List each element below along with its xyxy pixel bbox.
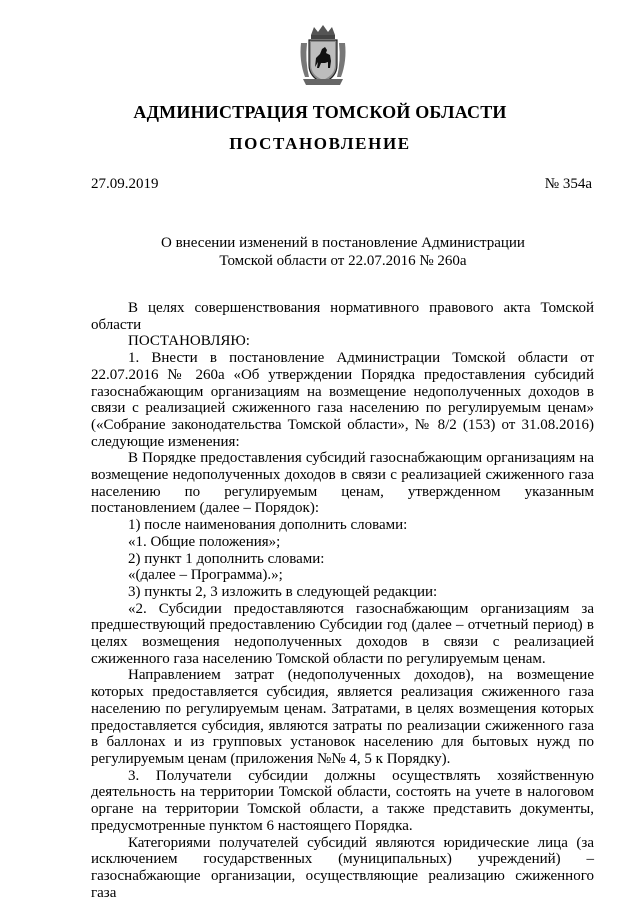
paragraph: Направлением затрат (недополученных доходов), на возмещение которых предоставляется субсидия, является реализация сжиженного газа населению по регулируемым ценам. Затратами, в целях возмещения которых предоставляется субсидия, являются затраты по реализации сжиженного газа в баллонах и из групповых установок населению для бытовых нужд по регулируемым ценам (приложения №№ 4, 5 к Порядку). [91, 667, 594, 767]
paragraph: 3. Получатели субсидии должны осуществлять хозяйственную деятельность на территории Томской области, состоять на учете в налоговом органе на территории Томской области, а также представить документы, предусмотренные пунктом 6 настоящего Порядка. [91, 767, 594, 834]
list-item-text: «(далее – Программа).»; [128, 567, 283, 584]
subject-line: Томской области от 22.07.2016 № 260а [219, 253, 467, 269]
paragraph: В Порядке предоставления субсидий газоснабжающим организациям на возмещение недополученных доходов в связи с реализацией сжиженного газа населению по регулируемым ценам, утвержденном указанным постановлением (далее – Порядок): [91, 450, 594, 517]
coat-of-arms-icon [297, 25, 349, 89]
list-item-text: «1. Общие положения»; [128, 533, 281, 550]
paragraph: 1. Внести в постановление Администрации Томской области от 22.07.2016 № 260а «Об утверждении Порядка предоставления субсидий газоснабжающим организациям на возмещение недополученных доходов в связи с реализацией сжиженного газа населению по регулируемым ценам» («Собрание законодательства Томской области», № 8/2 (153) от 31.08.2016) следующие изменения: [91, 350, 594, 450]
document-type: ПОСТАНОВЛЕНИЕ [229, 134, 411, 153]
document-subject [0, 234, 640, 270]
paragraph: «2. Субсидии предоставляются газоснабжающим организациям за предшествующий предоставлению Субсидии год (далее – отчетный период) в целях возмещения недополученных доходов в связи с реализацией сжиженного газа населению Томской области по регулируемым ценам. [91, 600, 594, 667]
document-body [91, 300, 594, 901]
organization-name: АДМИНИСТРАЦИЯ ТОМСКОЙ ОБЛАСТИ [133, 102, 507, 122]
paragraph: Категориями получателей субсидий являются юридические лица (за исключением государственных (муниципальных) учреждений) – газоснабжающие организации, осуществляющие реализацию сжиженного газа [91, 834, 594, 901]
intro-paragraph: В целях совершенствования нормативного правового акта Томской области [91, 300, 594, 333]
list-item: 3) пункты 2, 3 изложить в следующей редакции: [128, 583, 438, 600]
subject-line: О внесении изменений в постановление Администрации [161, 235, 525, 251]
decree-word: ПОСТАНОВЛЯЮ: [128, 333, 250, 350]
list-item: 1) после наименования дополнить словами: [128, 517, 408, 534]
list-item: 2) пункт 1 дополнить словами: [128, 550, 325, 567]
document-date: 27.09.2019 [91, 176, 159, 192]
document-number: № 354а [544, 176, 592, 192]
